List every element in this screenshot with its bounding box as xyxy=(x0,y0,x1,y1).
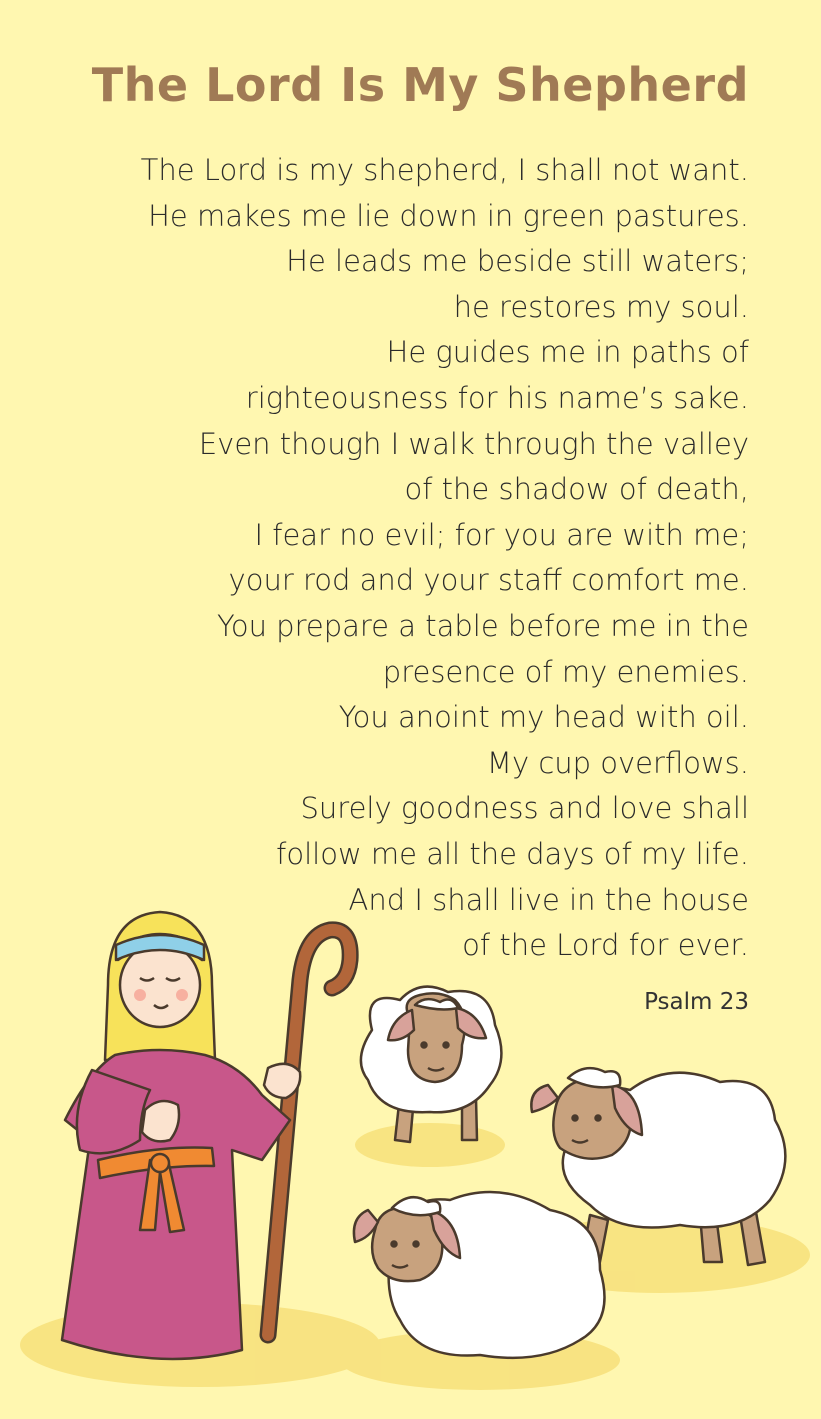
verse-line: He leads me beside still waters; xyxy=(286,244,749,279)
sheep-icon xyxy=(361,987,502,1142)
verse-line: righteousness for his name’s sake. xyxy=(245,380,749,415)
verse-line: Even though I walk through the valley xyxy=(198,426,749,461)
verse-line: of the shadow of death, xyxy=(404,472,749,507)
verse-line: he restores my soul. xyxy=(453,289,749,324)
verse-line: presence of my enemies. xyxy=(382,654,749,689)
verse-line: You anoint my head with oil. xyxy=(338,700,749,735)
verse-line: And I shall live in the house xyxy=(348,882,749,917)
verse-line: of the Lord for ever. xyxy=(462,928,749,963)
verse-line: He makes me lie down in green pastures. xyxy=(148,198,749,233)
citation: Psalm 23 xyxy=(644,989,749,1015)
verse-line: He guides me in paths of xyxy=(386,335,749,370)
verse-line: My cup overflows. xyxy=(486,745,749,780)
verse-line: Surely goodness and love shall xyxy=(300,791,749,826)
page-title: The Lord Is My Shepherd xyxy=(91,58,749,112)
verse-line: You prepare a table before me in the xyxy=(216,608,749,643)
verse-line: I fear no evil; for you are with me; xyxy=(254,517,749,552)
verse-line: follow me all the days of my life. xyxy=(276,836,749,871)
sheep-icon xyxy=(354,1192,605,1358)
verse-line: The Lord is my shepherd, I shall not want. xyxy=(140,153,749,187)
verse-line: your rod and your staff comfort me. xyxy=(228,563,749,598)
